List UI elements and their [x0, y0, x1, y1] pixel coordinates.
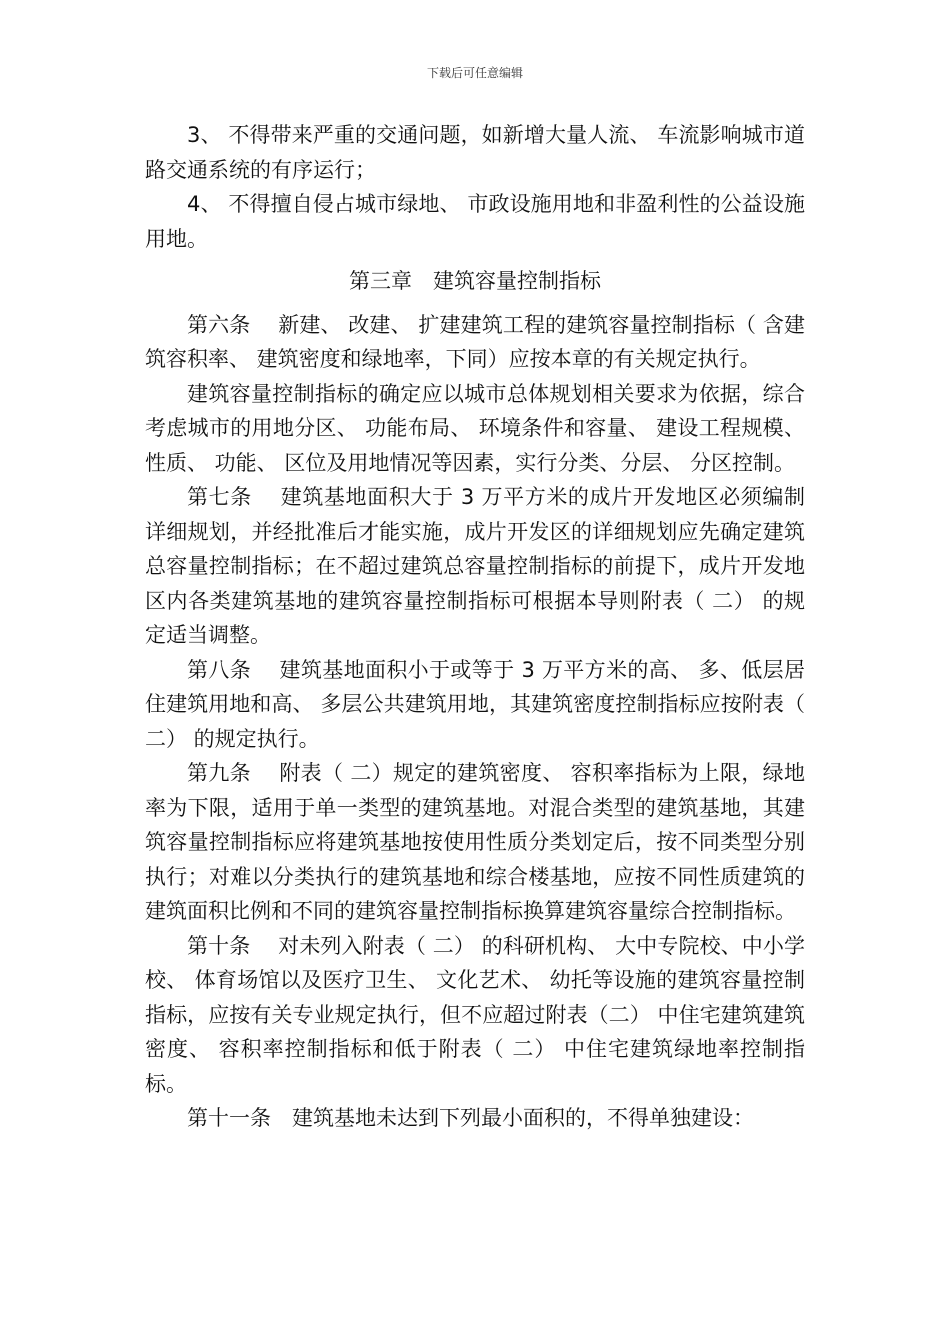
- page-header-note: 下载后可任意编辑: [426, 66, 523, 80]
- chapter-title: 第三章 建筑容量控制指标: [349, 269, 601, 293]
- article-7: 第七条 建筑基地面积大于 3 万平方米的成片开发地区必须编制详细规划，并经批准后才能实施，成片开发区的详细规划应先确定建筑总容量控制指标；在不超过建筑总容量控制指标的前提下，成片开发地区内各类建筑基地的建筑容量控制指标可根据本导则附表（ 二） 的规定适当调整。: [145, 485, 805, 647]
- article-9: 第九条 附表（ 二）规定的建筑密度、 容积率指标为上限，绿地率为下限，适用于单一类型的建筑基地。对混合类型的建筑基地，其建筑容量控制指标应将建筑基地按使用性质分类划定后，按不同类型分别执行；对难以分类执行的建筑基地和综合楼基地，应按不同性质建筑的建筑面积比例和不同的建筑容量控制指标换算建筑容量综合控制指标。: [145, 761, 805, 923]
- article-6-detail: 建筑容量控制指标的确定应以城市总体规划相关要求为依据，综合考虑城市的用地分区、 功能布局、 环境条件和容量、 建设工程规模、 性质、 功能、 区位及用地情况等因素，实行分类、分层、 分区控制。: [145, 381, 805, 475]
- article-6: 第六条 新建、 改建、 扩建建筑工程的建筑容量控制指标（ 含建筑容积率、 建筑密度和绿地率，下同）应按本章的有关规定执行。: [145, 312, 805, 371]
- document-body: [145, 118, 805, 1136]
- article-8: 第八条 建筑基地面积小于或等于 3 万平方米的高、 多、低层居住建筑用地和高、 多层公共建筑用地，其建筑密度控制指标应按附表（ 二） 的规定执行。: [145, 657, 805, 751]
- article-11: 第十一条 建筑基地未达到下列最小面积的，不得单独建设：: [187, 1106, 754, 1130]
- clause-3: 3、 不得带来严重的交通问题，如新增大量人流、 车流影响城市道路交通系统的有序运行；: [145, 123, 805, 182]
- clause-4: 4、 不得擅自侵占城市绿地、 市政设施用地和非盈利性的公益设施用地。: [145, 192, 805, 251]
- article-10: 第十条 对未列入附表（ 二） 的科研机构、 大中专院校、中小学校、 体育场馆以及医疗卫生、 文化艺术、 幼托等设施的建筑容量控制指标，应按有关专业规定执行，但不应超过附表（二） 中住宅建筑建筑密度、 容积率控制指标和低于附表（ 二） 中住宅建筑绿地率控制指标。: [145, 933, 805, 1096]
